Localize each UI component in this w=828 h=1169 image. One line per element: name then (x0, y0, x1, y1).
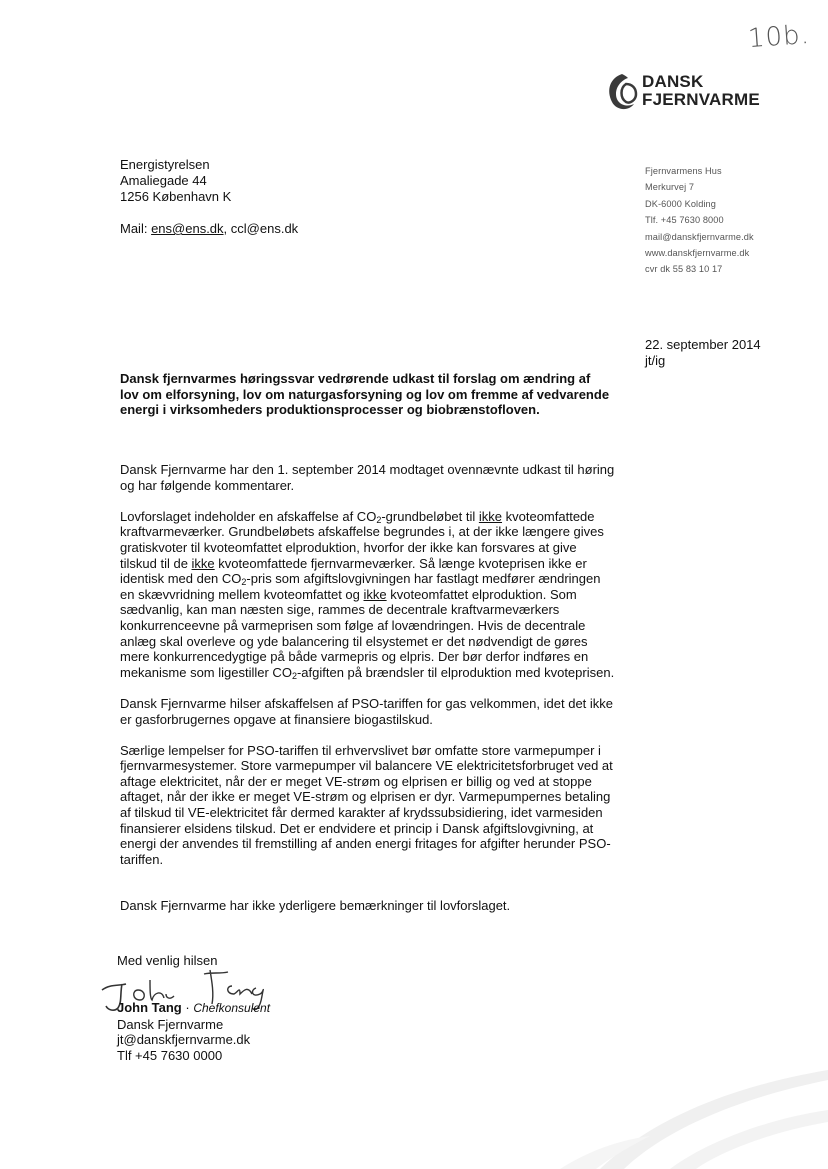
signature-block (117, 1000, 270, 1063)
sender-info-line: www.danskfjernvarme.dk (645, 248, 750, 259)
signer-title: Chefkonsulent (193, 1001, 271, 1015)
body-paragraph: Særlige lempelser for PSO-tariffen til erhvervslivet bør omfatte store varmepumper i fjernvarmesystemer. Store varmepumper vil balancere VE elektricitetsforbruget ved at aftage elektricitet, når der er meget VE-strøm og elprisen er billig og ved at stoppe aftaget, når der ikke er meget VE-strøm og elprisen er dyr. Varmepumpernes betaling af tilskud til VE-elektricitet får dermed karakter af krydssubsidiering, idet varmesiden finansierer elsidens tilskud. Det er endvidere et princip i Dansk afgiftslovgivning, at energi der anvendes til fremstilling af anden energi fritages for afgifter herunder PSO-tariffen. (120, 742, 613, 867)
sender-info-line: DK-6000 Kolding (645, 198, 716, 209)
signoff: Med venlig hilsen (117, 953, 218, 968)
letter-body (120, 462, 615, 914)
recipient-city: 1256 København K (120, 189, 232, 204)
date-block (645, 337, 761, 369)
body-paragraph: Dansk Fjernvarme hilser afskaffelsen af PSO-tariffen for gas velkommen, idet det ikke er gasforbrugernes opgave at finansiere biogastilskud. (120, 695, 614, 727)
letter-date: 22. september 2014 (645, 337, 761, 352)
signer-phone: Tlf +45 7630 0000 (117, 1047, 223, 1063)
logo-line-1: DANSK (642, 72, 704, 91)
logo-line-2: FJERNVARME (642, 90, 760, 109)
letter-subject: Dansk fjernvarmes høringssvar vedrørende udkast til forslag om ændring af lov om elforsyning, lov om naturgasforsyning og lov om fremme af vedvarende energi i virksomheders produktionsprocesser og biobrænstofloven. (120, 371, 610, 418)
recipient-mail-line (120, 221, 298, 237)
signer-line (117, 1000, 270, 1017)
recipient-name: Energistyrelsen (120, 157, 210, 172)
sender-info (645, 163, 754, 278)
mail-primary-link[interactable]: ens@ens.dk (151, 221, 224, 236)
sender-info-line: mail@danskfjernvarme.dk (645, 231, 754, 242)
recipient-street: Amaliegade 44 (120, 173, 207, 188)
handwritten-page-mark: 10b. (747, 19, 811, 55)
signer-separator: · (181, 1000, 194, 1015)
mail-label: Mail: (120, 221, 148, 236)
sender-info-line: Fjernvarmens Hus (645, 166, 722, 176)
sender-info-line: cvr dk 55 83 10 17 (645, 264, 723, 275)
signer-email: jt@danskfjernvarme.dk (117, 1032, 251, 1048)
mail-separator: , (223, 221, 228, 236)
body-paragraph-co2: Lovforslaget indeholder en afskaffelse af $CO_2$-grundbeløbet til ikke kvoteomfattede kraftvarmeværker. Grundbeløbets afskaffelse begrundes i, at der ikke længere gives gratiskvoter til kvoteomfattet elproduktion, hvorfor der ikke kan forsvares at give tilskud til de ikke kvoteomfattede fjernvarmeværker. Så længe kvoteprisen ikke er identisk med den $CO_2$-pris som afgiftslovgivningen har fastlagt medfører ændringen en skævvridning mellem kvoteomfattet og ikke kvoteomfattet elproduktion. Som sædvanlig, kan man næsten sige, rammes de decentrale kraftvarmeværkers konkurrenceevne på varmeprisen som følge af lovændringen. Hvis de decentrale anlæg skal overleve og yde balancering til elsystemet er det nødvendigt de gøres mere konkurrencedygtige på både varmepris og elpris. Der bør derfor indføres en mekanisme som ligestiller $CO_2$-afgiften på brændsler til elproduktion med kvoteprisen. (120, 508, 615, 681)
sender-info-line: Tlf. +45 7630 8000 (645, 215, 724, 226)
body-paragraph: Dansk Fjernvarme har ikke yderligere bemærkninger til lovforslaget. (120, 898, 511, 914)
mail-secondary: ccl@ens.dk (230, 221, 299, 236)
sender-info-line: Merkurvej 7 (645, 182, 695, 193)
logo-flame-icon (604, 70, 640, 114)
decorative-watermark (560, 1050, 828, 1169)
company-logo (604, 70, 774, 114)
letter-reference: jt/ig (645, 353, 666, 368)
recipient-address (120, 157, 298, 237)
body-paragraph: Dansk Fjernvarme har den 1. september 2014 modtaget ovennævnte udkast til høring og har følgende kommentarer. (120, 462, 615, 493)
signer-org: Dansk Fjernvarme (117, 1016, 224, 1032)
signer-name: John Tang (117, 1000, 182, 1015)
logo-wordmark (642, 73, 760, 109)
